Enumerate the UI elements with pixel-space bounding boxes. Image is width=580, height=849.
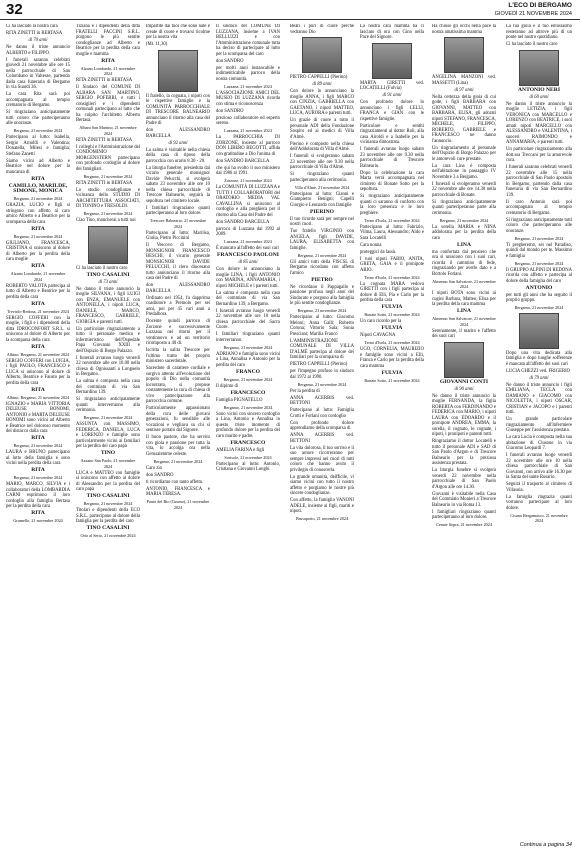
notice-paragraph: La cara Lina è composta nell'abitazione in passaggio IV Novembre 3 a Bergamo. (432, 163, 496, 180)
notice-paragraph: I funerali avranno luogo sabato 23 novembre alle ore 9.30 nella parrocchiale di Trescore Balneario. (360, 147, 424, 169)
notice-paragraph: Cara nonna (360, 242, 382, 248)
place-date: Bergamo, 21 novembre 2024 (514, 235, 564, 241)
place-date: Luzzana, 21 novembre 2024 (224, 128, 272, 133)
place-date: Cenate Sopra, 21 novembre 2024 (436, 522, 492, 527)
notice-paragraph: ANTONIO, FRANCESCA e MARIA TERESA. (146, 486, 210, 497)
notice-paragraph: Un particolare ringraziamento a tutto il personale medico e infermieristico dell'Ospedale Papa Giovanni XXIII e dell'Ospizio di Borgo Palazzo. (76, 326, 140, 354)
age-line: di 73 anni (98, 279, 118, 285)
notice-paragraph: La liturgia funebre si svolgerà venerdì 22 novembre nella parrocchiale di San Paolo d'Argon alle ore 14.30. (432, 468, 496, 490)
notice-paragraph: I colleghi e l'Amministrazione del CONDOMINIO MORGENSTERN partecipano con profondo cordoglio al dolore dei famigliari. (76, 144, 140, 172)
notice-paragraph: Impartite dai tuoi che sono nate e create di cuore e trovarsi ricolme per la nostra vita (146, 24, 210, 40)
place-date: Almenno San Salvatore, 21 novembre 2024 (432, 278, 496, 289)
notice-paragraph: Il buon pastore, che ha servito con gioia e passione per tutta la vita, lo accolga ora nella Gerusalemme celeste. (146, 435, 210, 457)
notice-paragraph: ASSUNTA con MASSIMO, FEDERICA, DANIELA, LUCA e LORENZO e famiglie sono particolarmente vicini ai familiari per la perdita del caro papà (76, 422, 140, 449)
page-number: 32 (6, 1, 23, 18)
notice-paragraph: Partecipano al lutto: Isabella, Sergio Arnoldi e Valentina; Donatella, Milesi e famiglia; Stefano Zanetti (6, 135, 70, 157)
place-date: Almenno San Salvatore, 21 novembre 2024 (432, 316, 496, 327)
notice-paragraph: don ALESSANDRO BARCELLA (146, 128, 210, 139)
notice-paragraph: Ne danno il triste annuncio la moglie SILVANA, i figli LUIGI con ENZA, EMANUELE con ANTONELLA, i nipoti LUCA, DANIELE, MARCO, FRANCESCO, GABRIELE, GIORGIA e parenti tutti. (76, 286, 140, 325)
notice-paragraph: IGNAZIO e MARIA VITTORIA DELEUSE BONOMI, ANTONIO e MARTA DELEUSE BONOMI sono vicini ad Alberto e Beatrice nel doloroso momento del distacco dalla cara (6, 401, 70, 434)
deceased-name: FRANCO (236, 368, 260, 375)
notice-paragraph: Ciao Tino, mancherai a tutti noi (76, 218, 136, 223)
publication-name: L'ECO DI BERGAMO (508, 2, 572, 9)
deceased-name: LINA (457, 241, 471, 248)
notice-paragraph: LUCA e MATTEO con famiglie si uniscono con affetto al dolore di Alessandro per la perdita del caro papà (76, 470, 140, 492)
notice-paragraph: Partecipano al lutto: Gianni e Giampietro Benigni; Capelli Giorgio e Leonardo con famiglie (290, 191, 354, 208)
notice-paragraph: Ne danno il triste annuncio ALBERTO e FILIPPO. (6, 45, 70, 56)
column-2 (76, 24, 140, 837)
notice-paragraph: È mancato all'affetto dei suoi cari (216, 246, 279, 251)
place-date: Alzano Lombardo, 21 novembre 2024 (10, 271, 66, 282)
deceased-name: CAMILLO, MARILDE, SIMONE, MONICA (8, 182, 68, 194)
deceased-name: RITA (31, 300, 45, 307)
portrait-photo (302, 37, 342, 73)
place-date: Bergamo, 21 novembre 2024 (223, 404, 273, 410)
place-date: Villa d'Almè, 21 novembre 2024 (294, 184, 350, 190)
notice-paragraph: Il fratello, la cognata, i nipoti con le rispettive famiglie e la COMUNITÀ PARROCCHIALE DI TRESCORE BALNEARIO annunciano il ritorno alla casa del Padre di (146, 93, 210, 126)
place-date: Orio al Serio, 21 novembre 2024 (80, 533, 136, 538)
notice-paragraph: prezioso collaboratore ed esperto sereno. (216, 115, 280, 126)
notice-paragraph: UGO, CORNELIA, MAURIZIO e famiglie sono vicini a Elli, Franca e Carlo per la perdita della cara mamma (360, 347, 424, 369)
notice-paragraph: Nipoti CAVAGNA (360, 333, 396, 338)
deceased-name: ANTONIO NERI (517, 86, 560, 93)
notice-paragraph: La liturgia funebre, presieduta dal vicario generale monsignor Davide Pelucchi, si svolgerà sabato 23 novembre alle ore 10 nella chiesa parrocchiale di Trescore Balneario, seguirà la sepoltura nel cimitero locale. (146, 165, 210, 204)
notice-paragraph: Si ringraziano quanti parteciperanno alla cerimonia. (290, 172, 354, 183)
notice-paragraph: La vita dolorosa, il tuo sorriso e il suo amore ricorreranno per sempre impressi nei cuori di tutti coloro che hanno avuto il privilegio di conoscerla. (290, 445, 354, 473)
column-1 (6, 24, 70, 837)
notice-paragraph: La salma è composta nella casa del commiato di via San Bernardino 139, a Bergamo. (216, 290, 280, 307)
deceased-name: RITA (31, 467, 45, 473)
deceased-name: PIERINO (310, 208, 334, 215)
place-date: Bergamo, 21 novembre 2024 (13, 233, 63, 239)
notice-paragraph: AMELIA FARINA e figli (216, 447, 265, 453)
notice-paragraph: Partecipano al lutto: Marilisa, Giulia, Pietro Piccinini (146, 230, 210, 241)
notice-paragraph: Caro zio (146, 465, 163, 471)
notice-paragraph: Ha chiuso gli occhi nella pace la nostra amatissima mamma (432, 24, 496, 35)
notice-paragraph: Ci ha lasciato la nostra cara (6, 24, 58, 29)
notice-paragraph: I familiari ringraziano quanti interverranno. (216, 332, 280, 343)
notice-paragraph: Il sindaco del COMUNE DI LUZZANA, insieme a IVAN BELLUZZI e con l'Amministrazione comunale tutta ha deciso di partecipare al lutto per la scomparsa del caro (216, 24, 280, 57)
portrait-photo (444, 37, 484, 73)
notice-paragraph: Particolarmente appassionato della cura delle giovani generazioni, fu sensibile alle vocazioni e vegliava su chi si sentisse portato dal Signore. (146, 406, 210, 433)
place-date: Bergamo, 21 novembre 2024 (13, 196, 63, 201)
portrait-photo (372, 43, 412, 79)
place-date: Bergamo, 21 novembre 2024 (13, 443, 63, 448)
notice-paragraph: ANNA ACERBIS ved. BETTONI (290, 395, 354, 406)
notice-paragraph: ROBERTO VALOTA partecipa al lutto di Alberto e Beatrice per la perdita della cara (6, 283, 70, 300)
age-line: di 70 anni (28, 38, 48, 43)
place-date: Cisano Bergamasco, 21 novembre 2024 (510, 512, 568, 523)
notice-paragraph: Partecipano al lutto: Famiglia Crotti e Forlani con cordoglio (290, 408, 354, 419)
place-date: Albino, Bergamo, 21 novembre 2024 (6, 351, 70, 357)
notice-paragraph: La salma è composta nella casa del commiato di via San Bernardino 139. (76, 379, 140, 395)
notice-paragraph: I funerali si svolgeranno sabato 23 novembre alle ore 9.30 nella parrocchiale di Villa d'Almè. (290, 154, 354, 170)
notice-paragraph: Sacerdote di carattere cordiale e sorgiva attento all'evoluzione del popolo di Dio nella comunità incontrato, si propose costantemente la cura di chiesa di vivo partecipazione alla parrocchia comune. (146, 366, 210, 404)
notice-paragraph: (Mt. 11,30) (146, 42, 168, 47)
notice-paragraph: La sorella MARIA e NINA addolorata per la perdita della cara (432, 224, 496, 241)
notice-paragraph: La nostra cara mamma ha ci lasciato di ora con Gino nella Pace del Signore. (360, 24, 424, 40)
notice-paragraph: L'ASSOCIAZIONE AMICI DEL MUSEO DI LUZZANA ricorda con stima e riconoscenza (216, 90, 280, 107)
deceased-name: RITA (31, 263, 45, 269)
age-line: di 90 anni (454, 386, 474, 392)
notice-paragraph: don SANDRO (146, 472, 174, 478)
deceased-name: FULVIA (381, 325, 403, 331)
notice-paragraph: I famigliari ringraziano quanti parteciperanno al loro dolore. (432, 509, 496, 520)
notice-paragraph: Ringraziamo il dottor Locatelli e tutto il personale ADI e SAD di San Paolo d'Argon e di Trescore Balneario per la preziosa assistenza prestata. (432, 439, 496, 466)
notice-paragraph: Ne danno il triste annuncio la moglie LETIZIA, i figli VERONICA con MARCELLO e LORENZO con BEATRICE, i suoi amati nipoti MARCELLO con ALESSANDRO e VALENTINA, i suoceri RAIMONDO e ANNAMARIA, e parenti tutti. (506, 101, 572, 145)
deceased-name: RITA (101, 57, 115, 64)
deceased-name: FRANCESCO (230, 389, 266, 396)
notice-paragraph: I familiari ringraziano quanti parteciperanno al loro dolore. (146, 205, 210, 216)
place-date: Bergamo, 21 novembre 2024 (83, 211, 133, 216)
place-date: Terno d'Isola, 21 novembre 2024 (364, 340, 420, 345)
notice-paragraph: Il tuo ricordo sarà per sempre nei nostri cuori. (290, 216, 354, 227)
place-date: Bergamo, 21 novembre 2024 (439, 217, 489, 223)
place-date: Zorzone, 21 novembre 2024 (224, 178, 272, 183)
notice-paragraph: SERGIO COFFERI con LUIGIA, i figli PAOLO, FRANCESCO e LUCA si uniscono al dolore di Alberto, Beatrice e Fausto per la perdita della cara (6, 358, 70, 386)
notice-paragraph: per molti anni instancabile e indimenticabile parroco della nostra comunità. (216, 65, 280, 82)
notice-paragraph: Seguirà il trasporto al cimitero di Villasola. (506, 482, 572, 493)
place-date: Bergamo, 21 novembre 2024 (153, 458, 203, 464)
notice-paragraph: La cara Lucia è composta nella sua abitazione di Clusone in via Giacomo Leopardi 7. (506, 435, 572, 451)
place-date: Grumello, 21 novembre 2024 (13, 518, 63, 523)
place-date: Luzzana, 21 novembre 2024 (224, 83, 272, 89)
notice-paragraph: I funerali avranno luogo venerdì 22 novembre alle ore 10 nella chiesa parrocchiale del Sacro Cuore. (216, 308, 280, 330)
notice-paragraph: I funerali avranno luogo venerdì 22 novembre alle ore 10.00 nella chiesa di Ognissanti a Longuelo in Bergamo. (76, 355, 140, 377)
deceased-name: RITA (31, 225, 45, 232)
notice-paragraph: I funerali si svolgeranno venerdì 22 novembre alle ore 14.30 nella parrocchiale di Bonate. (432, 181, 496, 198)
place-date: Bergamo, 21 novembre 2024 (297, 308, 347, 313)
notice-paragraph: Pierino è composto nella chiesa dell'Addolorata di Villa d'Almè. (290, 141, 354, 152)
notice-paragraph: MARIO, MARCO, SILVIA e i collaboratori della LOMBARDIA CARNI esprimono il loro cordoglio alla famiglia Bertasa per la perdita della cara (6, 482, 70, 509)
notice-paragraph: proteggici da lassù. (360, 249, 397, 255)
notice-paragraph: per tutti gli anni che ha seguito il proprio gruppo. (506, 292, 572, 303)
notice-paragraph: ti ricordiamo con tanto affetto. (146, 479, 204, 485)
notice-paragraph: ADRIANO e famiglia sono vicini a Lina, Annalisa e Antonio per la perdita del caro (216, 351, 280, 368)
notice-paragraph: ma confortata dal pensiero che ora si uniscono con i suoi cari, ricorda il cammino di fede, ringraziando per averle dato e a Bortolo Forlani. (432, 249, 496, 277)
deceased-name: TINO CASALINI (86, 525, 130, 531)
notice-paragraph: Con affetto, la famiglia VANONI ADELE, insieme ai figli, mariti e nipoti. (290, 498, 354, 514)
place-date: Bonate Sotto, 21 novembre 2024 (364, 377, 420, 383)
column-3 (146, 24, 210, 837)
age-line: di 79 anni (529, 375, 549, 381)
deceased-name: TINO CASALINI (86, 271, 130, 278)
notice-paragraph: Un caro ricordo per la (360, 319, 402, 324)
notice-paragraph: SERGIO COFFERI con la moglie, i figli e i dipendenti della ditta IDROCONFORT S.R.L. si uniscono al dolore di Alberto per la scomparsa della cara (6, 315, 70, 343)
place-date: Luzzana, 21 novembre 2024 (224, 239, 272, 244)
notice-paragraph: Ne danno il triste annuncio i figli EMILIANA, TECLA con DAMIANO e GIACOMO con NICOLETTA, i nipoti OSCAR, CRISTIAN e JACOPO e i parenti tutti. (506, 382, 572, 415)
place-date: Bergamo, 21 novembre 2024 (83, 173, 133, 179)
notice-paragraph: Il caro Antonio sarà poi accompagnato al tempio crematorio di Bergamo. (506, 199, 572, 216)
notice-paragraph: Titolari e dipendenti della ECO S.R.L. partecipano al dolore della famiglia per la perdita del caro (76, 508, 140, 524)
notice-paragraph: Si ringraziano anticipatamente tutti coloro che parteciperanno alle onoranze. (506, 217, 572, 234)
notice-paragraph: LUCIA GHEZZI ved. FRIGERIO (506, 368, 571, 374)
notice-paragraph: Gli amici tutti della FISCSL di Bergamo ricordano con affetto l'amico (290, 259, 354, 276)
notice-paragraph: Serenamente, il marito e l'affetto dei suoi cari (432, 328, 496, 339)
column-5 (290, 24, 354, 837)
notice-paragraph: I nipoti BOTA sono vicini ai cugini Barbara, Matteo, Elisa per la perdita della cara mamma (432, 291, 496, 307)
notice-paragraph: Siamo vicini ad Alberto e Beatrice nel dolore per la mancanza di (6, 158, 70, 175)
place-date: Bergamo, 21 novembre 2024 (223, 376, 273, 382)
age-line: di 97 anni (454, 87, 474, 93)
notice-paragraph: Si ringraziano anticipatamente quanti ci saranno di conforto con la loro presenza e le loro preghiere. (360, 194, 424, 216)
place-date: Treviolo-Redona, 21 novembre 2024 (7, 308, 69, 314)
place-date: Bergamo, 21 novembre 2024 (83, 415, 133, 420)
notice-paragraph: Nella certezza della gioia di cui gode, i figli BARBARA con GIOVANNI, MATTEO con BARBARA, ELISA, gli adorati nipoti STEFANO, FRANCESCA, MICHELE, FILIPPO, ROBERTO, GABRIELE e FRANCESCO ne danno l'annuncio. (432, 94, 496, 144)
deceased-name: ANTONIO (525, 284, 553, 291)
place-date: Terno d'Isola, 21 novembre 2024 (364, 274, 420, 280)
deceased-name: RITA (31, 386, 45, 393)
place-date: Azzano San Paolo, 21 novembre 2024 (80, 458, 136, 469)
notice-paragraph: I tuoi nipoti FABIO, ANITA, GRETA, GAIA e il pronipote ARIO. (360, 256, 424, 273)
place-date: Albara San Martino, 21 novembre 2024 (79, 125, 137, 136)
age-line: di 89 anni (312, 82, 332, 87)
deceased-name: RITA (31, 343, 45, 350)
notice-paragraph: Ne ricordano il Pappagallo e passione profusa negli anni del Sindacato e porgono alla famiglia le più sentite condoglianze. (290, 284, 354, 306)
notice-paragraph: Con dolore lo annunciano la moglie ANNA, i figli MARCO con CINZIA, GABRIELLA con GAETANO, i nipoti MATTEO, LUCA, AURORA e parenti tutti. (290, 89, 354, 116)
notice-paragraph: Il GRUPPO ALPINI DI REDONA ricorda con affetto e partecipa al dolore della famiglia del caro (506, 267, 572, 284)
deceased-name: RITA (31, 510, 45, 516)
age-line: di 91 anni (382, 93, 402, 98)
notice-paragraph: Famiglia PIGNATELLO (216, 397, 263, 403)
portrait-photo (88, 226, 128, 264)
notice-paragraph: per l'impegno profuso in sindaco dal 1972 al 1990. (290, 369, 354, 380)
portrait-photo (444, 342, 484, 378)
notice-paragraph: La cara Rita sarà poi accompagnata al tempio crematorio di Bergamo. (6, 92, 70, 108)
portrait-photo (158, 50, 198, 92)
age-line: di 92 anni (168, 140, 188, 146)
notice-paragraph: Docente quindi parroco di Zorzone e successivamente Luzzana nei ritorni per il ventinnovo e ad un territorio ricomposto a 40 di. (146, 319, 210, 346)
notice-paragraph: Un grazie di cuore a tutto il personale ADI della Fondazione Sospiro ed ai medici di Villa d'Almè. (290, 118, 354, 140)
place-date: Bergamo, 21 novembre 2024 (13, 128, 63, 133)
notice-paragraph: Un particolare ringraziamento alla dott.ssa Treccani per la amorevole cura. (506, 147, 572, 163)
place-date: Bergamo, 21 novembre 2024 (297, 381, 347, 387)
notice-paragraph: I funerali saranno celebrati venerdì 22 novembre alle 15 nella parrocchiale di San Paolo apostolo in Bergamo, partendo dalla casa funeraria di via San Bernardino 139. (506, 165, 572, 198)
place-date: Bergamo, 21 novembre 2024 (223, 344, 273, 350)
continued-note: Continua a pagina 34 (519, 842, 572, 848)
notice-paragraph: I funerali saranno celebrati giovedì 21 novembre alle ore 15 nella parrocchiale di San Colombano in Valtesse, partendo dalla casa funeraria di Bergamo in via Suardi 36. (6, 57, 70, 90)
place-date: Bergamo, 21 novembre 2024 (13, 475, 63, 480)
place-date: Bonate Sotto, 21 novembre 2024 (364, 312, 420, 317)
age-line: di 85 anni (238, 260, 258, 265)
deceased-name: GIOVANNI CONTI (439, 378, 489, 385)
notice-paragraph: Tuo fratello VIRGINIO con ANGELA, figli DAVIDE, LAURA, ELISABETTA con famiglie. (290, 229, 354, 251)
deceased-name: RITA (31, 175, 45, 182)
deceased-name: PIETRO (311, 276, 333, 283)
deceased-name: FRANCESCO (230, 439, 266, 446)
deceased-name: RITA (31, 435, 45, 441)
deceased-name: TINO (100, 450, 116, 456)
notice-paragraph: Si ringraziano anticipatamente quanti parteciperanno parte alla cerimonia. (432, 199, 496, 216)
notice-paragraph: Con profondo dolore lo annunciano i figli LELLI, FRANCA e GIAN con le rispettive famiglie. (360, 100, 424, 122)
column-4 (216, 24, 280, 837)
column-6 (360, 24, 424, 837)
notice-paragraph: GIULIANO, FRANCESCA, CRISTINA si uniscono al dolore di Alberto per la perdita della cara moglie (6, 240, 70, 262)
notice-paragraph: ANGELINA MANZONI ved. MASSETTI (Lina) (432, 75, 496, 86)
age-line: di 60 anni (529, 94, 549, 100)
notice-paragraph: Ordinato nel 1954, fu dapprima coadiutore a Premolo per sei anni, poi per 45 vari anni a Predalbora. (146, 295, 210, 317)
notice-paragraph: La PARROCCHIA DI ZORZONE, insieme al parroco DON LIBERO BEGOTTI, affida con gratitudine a Dio l'anima di (216, 135, 280, 157)
notice-paragraph: Il Sindaco del COMUNE DI ALBARA SAN MARTINO, SERGIO POFERRI, e tutti i consiglieri e i dipendenti comunali partecipano al lutto che ha colpito l'architetto Alberto Bertasa. (76, 85, 140, 123)
portrait-photo (519, 313, 559, 349)
notice-paragraph: GRAZIA, LUCIO e figli si stringono con affetto al caro amico Alberto e a Beatrice per la scomparsa della cara (6, 203, 70, 225)
notice-paragraph: La salma è visitabile nella chiesa della casa di riposo della parrocchia con orario 8.30 - 20. (146, 147, 210, 164)
notice-paragraph: don SANDRO (216, 58, 244, 64)
place-date: Brusaporto, 21 novembre 2024 (295, 516, 349, 521)
column-7 (432, 24, 496, 837)
place-date: Bergamo, 21 novembre 2024 (83, 501, 133, 506)
place-date: Alzano Lombardo, 21 novembre 2024 (80, 65, 136, 76)
place-date: Sorisole, 21 novembre 2024 (224, 454, 272, 460)
notice-paragraph: Ne danno il triste annuncio la moglie FERNANDA, la figlia ROBERTA con FERDINANDO e FEDERICA con MARIO, i nipoti LAURA con EDOARDO e il pronipote ANDREA, EMMA, la sorella, il cognato, le cognate, i nipoti, i pronipoti e parenti tutti. (432, 393, 496, 437)
notice-paragraph: Giovanni è visitabile nella Casa del Commiato Monieri a Trescore Balneario in via Roma 13. (432, 491, 496, 508)
notice-paragraph: Per la perdita di (290, 388, 320, 394)
place-date: Albino, Bergamo, 21 novembre 2024 (6, 394, 70, 400)
place-date: Bergamo, 21 novembre 2024 (514, 260, 564, 266)
notice-paragraph: Con profondo dolore apprendiamo della scomparsa di (290, 420, 354, 431)
notice-paragraph: RITA ZINETTI in BERTASA (76, 137, 133, 143)
publication-date: GIOVEDÌ 21 NOVEMBRE 2024 (494, 11, 572, 17)
notice-paragraph: Dopo la celebrazione la cara Marta verrà accompagnata nel cimitero di Bonate Sotto per la sepoltura. (360, 170, 424, 192)
place-date: Ponte del Rio (Grumo), 21 novembre 2024 (146, 499, 210, 510)
notice-paragraph: Un ringraziamento al personale dell'Ospizio di Borgo Palazzo per le amorevoli cure prestate. (432, 145, 496, 162)
place-date: Bergamo, 21 novembre 2024 (297, 252, 347, 258)
notice-paragraph: La COMUNITÀ DI LUZZANA e TUTTI I COLLABORATORI del ORATORIO MEDIA VAL CAVALLINA si uniscono al cordoglio e alla preghiera per il ritorno alla Casa del Padre del (216, 185, 280, 218)
place-date: Terno d'Isola, 21 novembre 2024 (364, 217, 420, 223)
deceased-name: FRANCESCO PAOLONI (217, 252, 279, 258)
deceased-name: LINA (457, 308, 471, 314)
notice-paragraph: Il dipinto di (216, 383, 239, 389)
column-8 (506, 24, 572, 837)
deceased-name: FULVIA (381, 369, 403, 376)
notice-paragraph: RITA ZINETTI in BERTASA (76, 78, 133, 83)
notice-paragraph: don SANDRO (216, 108, 244, 114)
notice-paragraph: RITA ZINETTI in BERTASA (6, 31, 63, 36)
notice-paragraph: RITA ZINETTI in BERTASA (76, 180, 133, 186)
notice-paragraph: Tiziana e i dipendenti della ditta FRATELLI FACCINI S.R.L. porgono le più sentite condoglianze ad Alberto e Beatrice per la perdita della cara moglie e mamma (76, 24, 140, 57)
notice-paragraph: Partecipano al lutto: Antonio, Cristiana e Giovanni Longhi (216, 461, 280, 472)
notice-paragraph: Si ringraziano anticipatamente tutti coloro che parteciperanno alle onoranze. (6, 110, 70, 126)
notice-paragraph: L'AMMINISTRAZIONE COMUNALE DI VILLA D'ALMÈ partecipa al dolore dei familiari per la scomparsa di (290, 338, 354, 360)
notice-paragraph: Il Vescovo di Bergamo, MONSIGNOR FRANCESCO BESCHI, il vicario generale MONSIGNOR DAVIDE PELUCCHI, il clero diocesano tutto annunciano il ritorno alla casa del Padre di (146, 243, 210, 281)
notice-paragraph: Lo studio condoglianze e vicinanza dello STUDIO DI ARCHITETTURA ASSOCIATI, DI TONINO e TRESOLDI. (76, 187, 140, 209)
notice-paragraph: Con dolore lo annunciano la moglie LINA, i figli ANTONIO con MARINA, ANNAMARIA, i nipoti MICHELE e i parenti tutti. (216, 267, 280, 289)
notice-paragraph: Si ringraziano anticipatamente quanti interverranno alla cerimonia. (76, 397, 140, 413)
notice-paragraph: don SANDRO BARCELLA (216, 219, 270, 225)
notice-paragraph: ANNA ACERBIS ved. BETTONI (290, 433, 354, 444)
notice-paragraph: La famiglia ringrazia quanti vorranno partecipare al loro dolore. (506, 494, 572, 511)
deceased-name: FULVIA (381, 304, 403, 310)
notice-paragraph: Ci ha lasciato il nostro caro (506, 42, 558, 47)
notice-paragraph: La cognata MARA vedova GIRETTI con i figli partecipa al dolore di Elli, Pia e Carlo per la perdita della cara (360, 281, 424, 303)
notice-paragraph: MARTA GIRETTI ved. LOCATELLI (Fulvia) (360, 80, 424, 91)
notice-paragraph: Iscritta la salita Trescore per l'ultimo tratto del proprio ministero sacerdotale. (146, 348, 210, 364)
notice-paragraph: I funerali avranno luogo venerdì 22 novembre alle ore 10 nella chiesa parrocchiale di San Giovanni, con arrivo alle 16.30 per la Santa del sante Rosario. (506, 453, 572, 480)
notice-paragraph: Ti pregheremo, sei nel Paradiso, quindi dal mondo per te. Massimo e famiglia (506, 242, 572, 259)
notice-paragraph: La tua gioia e il tuo entusiasmo resteranno ad altrove più di un ponte nel nostro quotidiano. (506, 24, 572, 40)
notice-paragraph: don ALESSANDRO BARCELLA (146, 283, 210, 294)
notice-paragraph: LAURA e BRUNO partecipano al lutto della famiglia e sono vicini nella perdita della cara (6, 450, 70, 466)
deceased-name: TINO CASALINI (86, 493, 130, 499)
notice-paragraph: parroco di Luzzana dal 1992 al 2009. (216, 226, 280, 237)
notice-paragraph: Sono vicini con sincero cordoglio a Lina, Antonio e Annalisa in questo triste momento di profondo dolore per la perdita del caro marito e padre. (216, 411, 280, 439)
notice-paragraph: PIETRO CAPPELLI (Pierino) (290, 362, 348, 367)
notice-paragraph: Partecipano al lutto: Giacomo Meloni; Anna Galli; Roberto Corona; Vittorio Sala; Sonia Presciani; Marilia Franco (290, 315, 354, 337)
notice-paragraph: Ci ha lasciato il nostro caro (76, 265, 128, 271)
notice-paragraph: Un grande particolare ringraziamento all'Infermiere Giuseppe per l'assistenza prestata. (506, 417, 572, 433)
place-date: Bergamo, 21 novembre 2024 (514, 305, 564, 310)
notice-paragraph: Partecipano al lutto: Fabrizio, Vilma, Laura, Alessandro; Aldo e Sara Locatelli (360, 224, 424, 241)
notice-paragraph: che qui ha svolto il suo ministero dal 1986 al 1991. (216, 165, 280, 176)
page-header (0, 0, 580, 20)
portrait-photo (519, 50, 559, 86)
place-date: Trescore Balneario, 21 novembre 2024 (150, 218, 206, 229)
publication-info (495, 2, 572, 18)
notice-paragraph: don SANDRO BARCELLA (216, 158, 270, 164)
notice-paragraph: PIETRO CAPPELLI (Pierino) (290, 75, 348, 80)
notice-paragraph: La grande umanità, deifficile, vi siamo vicini con tutto il nostro affetto e porgiamo le nostre più sincere condoglianze. (290, 474, 354, 496)
notice-paragraph: Beati i puri di cuore perché vedranno Dio (290, 24, 354, 35)
notice-paragraph: Dopo una vita dedicata alla famiglia e dopo lunghe sofferenze è mancata all'affetto dei suoi cari (506, 350, 572, 367)
notice-paragraph: Particolare e sentiti ringraziamenti al dottor Roli, alla casa Airoldi e a Isabelle per la vicinanza dimostrata. (360, 123, 424, 145)
